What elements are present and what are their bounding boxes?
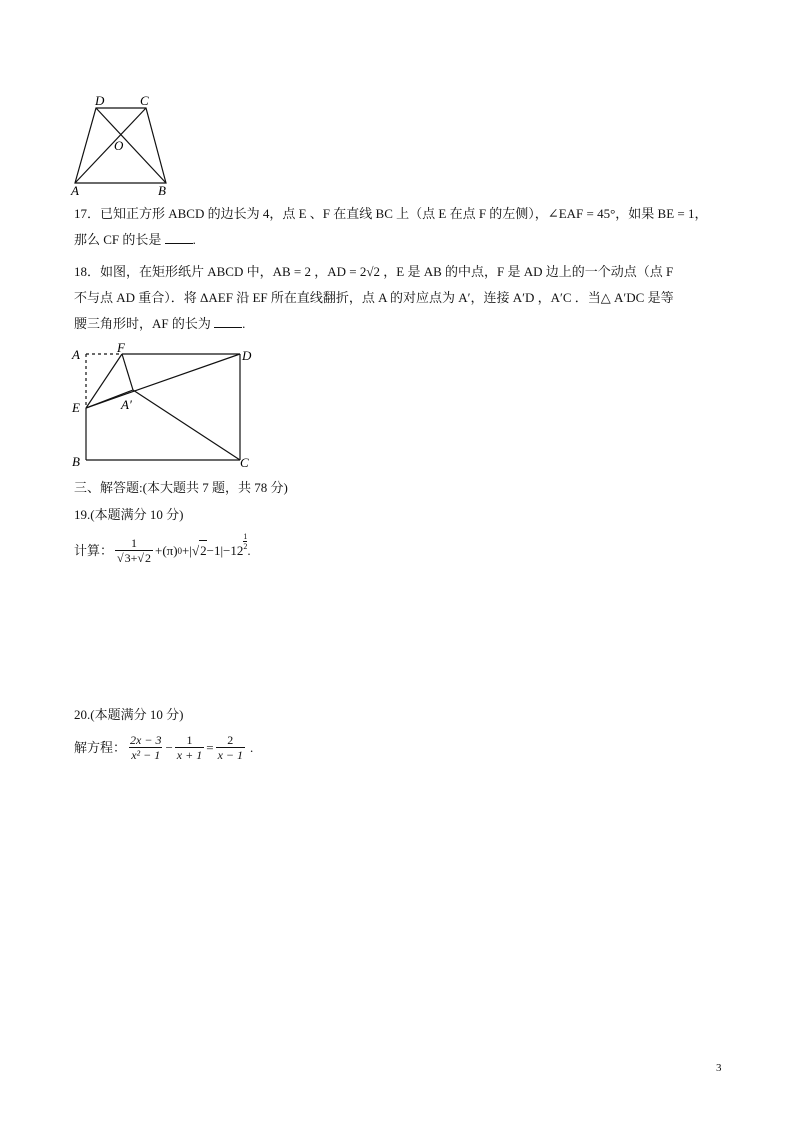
term-pi-exponent: 0	[177, 545, 183, 556]
trapezoid-figure	[68, 92, 178, 198]
section-3-title: 三、解答题:(本大题共 7 题，共 78 分)	[74, 480, 288, 495]
fraction-3-numerator: 2	[227, 733, 234, 747]
fraction-1-denominator: x² − 1	[131, 748, 161, 762]
exponent-numerator: 1	[243, 532, 248, 541]
question-18-line1: 18．如图，在矩形纸片 ABCD 中，AB = 2 ，AD = 2√2 ，E 是 AB 的中点，F 是 AD 边上的一个动点（点 F	[74, 264, 674, 279]
question-18-line2: 不与点 AD 重合）．将 ΔAEF 沿 EF 所在直线翻折，点 A 的对应点为 A′，连接 A′D ，A′C ．当△ A′DC 是等	[74, 290, 674, 305]
label-a: A	[71, 183, 79, 198]
question-17-end: .	[192, 232, 196, 247]
fraction-numerator: 1	[131, 536, 137, 550]
question-18-line3	[74, 314, 245, 334]
segment-ed	[86, 354, 240, 408]
equals-sign: =	[206, 739, 214, 755]
answer-blank-18[interactable]	[214, 315, 242, 328]
question-19-end: .	[247, 542, 251, 558]
segment-fa	[122, 354, 133, 390]
sqrt-2: 2	[144, 551, 151, 565]
fraction-3-denominator: x − 1	[217, 748, 244, 762]
label-c: C	[240, 455, 249, 470]
label-a: A	[72, 347, 80, 362]
segment-ef	[86, 354, 122, 408]
label-a-prime: A′	[121, 397, 132, 412]
question-17-line2	[74, 230, 196, 250]
segment-ac	[133, 390, 240, 460]
label-o: O	[114, 138, 124, 153]
question-18-end: .	[242, 316, 246, 331]
question-20-label: 解方程：	[74, 739, 127, 755]
exponent-denominator: 2	[243, 542, 248, 551]
question-19-label: 计算：	[74, 542, 114, 558]
fraction-1-numerator: 2x − 3	[130, 733, 162, 747]
question-19-header: 19.(本题满分 10 分)	[74, 507, 184, 522]
fraction-2-denominator: x + 1	[176, 748, 203, 762]
label-f: F	[117, 340, 125, 355]
fraction-2-numerator: 1	[186, 733, 193, 747]
question-17-text: 那么 CF 的长是	[74, 232, 162, 247]
exponent-half	[243, 532, 247, 551]
label-c: C	[140, 93, 149, 108]
rectangle-fold-figure	[68, 340, 268, 472]
abs-sqrt-2: 2	[199, 540, 207, 561]
question-20-end: .	[250, 739, 254, 755]
label-d: D	[95, 93, 105, 108]
label-d: D	[242, 348, 252, 363]
term-abs-open: +|	[182, 542, 192, 558]
fraction-2	[175, 733, 204, 762]
den-plus: +	[130, 551, 138, 565]
fraction-1	[128, 733, 163, 762]
question-19-expression: 计算： $\frac{1}{√3+√2}$ +(π) 0 +| √ 2 −1|−12 $\frac{1}{2}$ .	[74, 532, 251, 565]
fraction-3	[216, 733, 245, 762]
question-20-header: 20.(本题满分 10 分)	[74, 707, 184, 722]
label-b: B	[72, 454, 80, 469]
fraction-denominator: √3+√2	[117, 551, 151, 565]
page-number: 3	[716, 1062, 722, 1074]
term-abs-rest: −1|−12	[206, 542, 244, 558]
sqrt-3: 3	[124, 551, 131, 565]
fraction-1-over-roots	[115, 536, 153, 565]
answer-blank-17[interactable]	[165, 231, 193, 244]
minus-sign: −	[165, 739, 173, 755]
term-pi: +(π)	[154, 542, 178, 558]
question-20-equation	[74, 733, 253, 762]
question-17-line1: 17．已知正方形 ABCD 的边长为 4，点 E 、F 在直线 BC 上（点 E 在点 F 的左侧），∠EAF = 45°，如果 BE = 1，	[74, 206, 708, 221]
question-18-text: 腰三角形时，AF 的长为	[74, 316, 211, 331]
label-e: E	[72, 400, 80, 415]
label-b: B	[158, 183, 166, 198]
